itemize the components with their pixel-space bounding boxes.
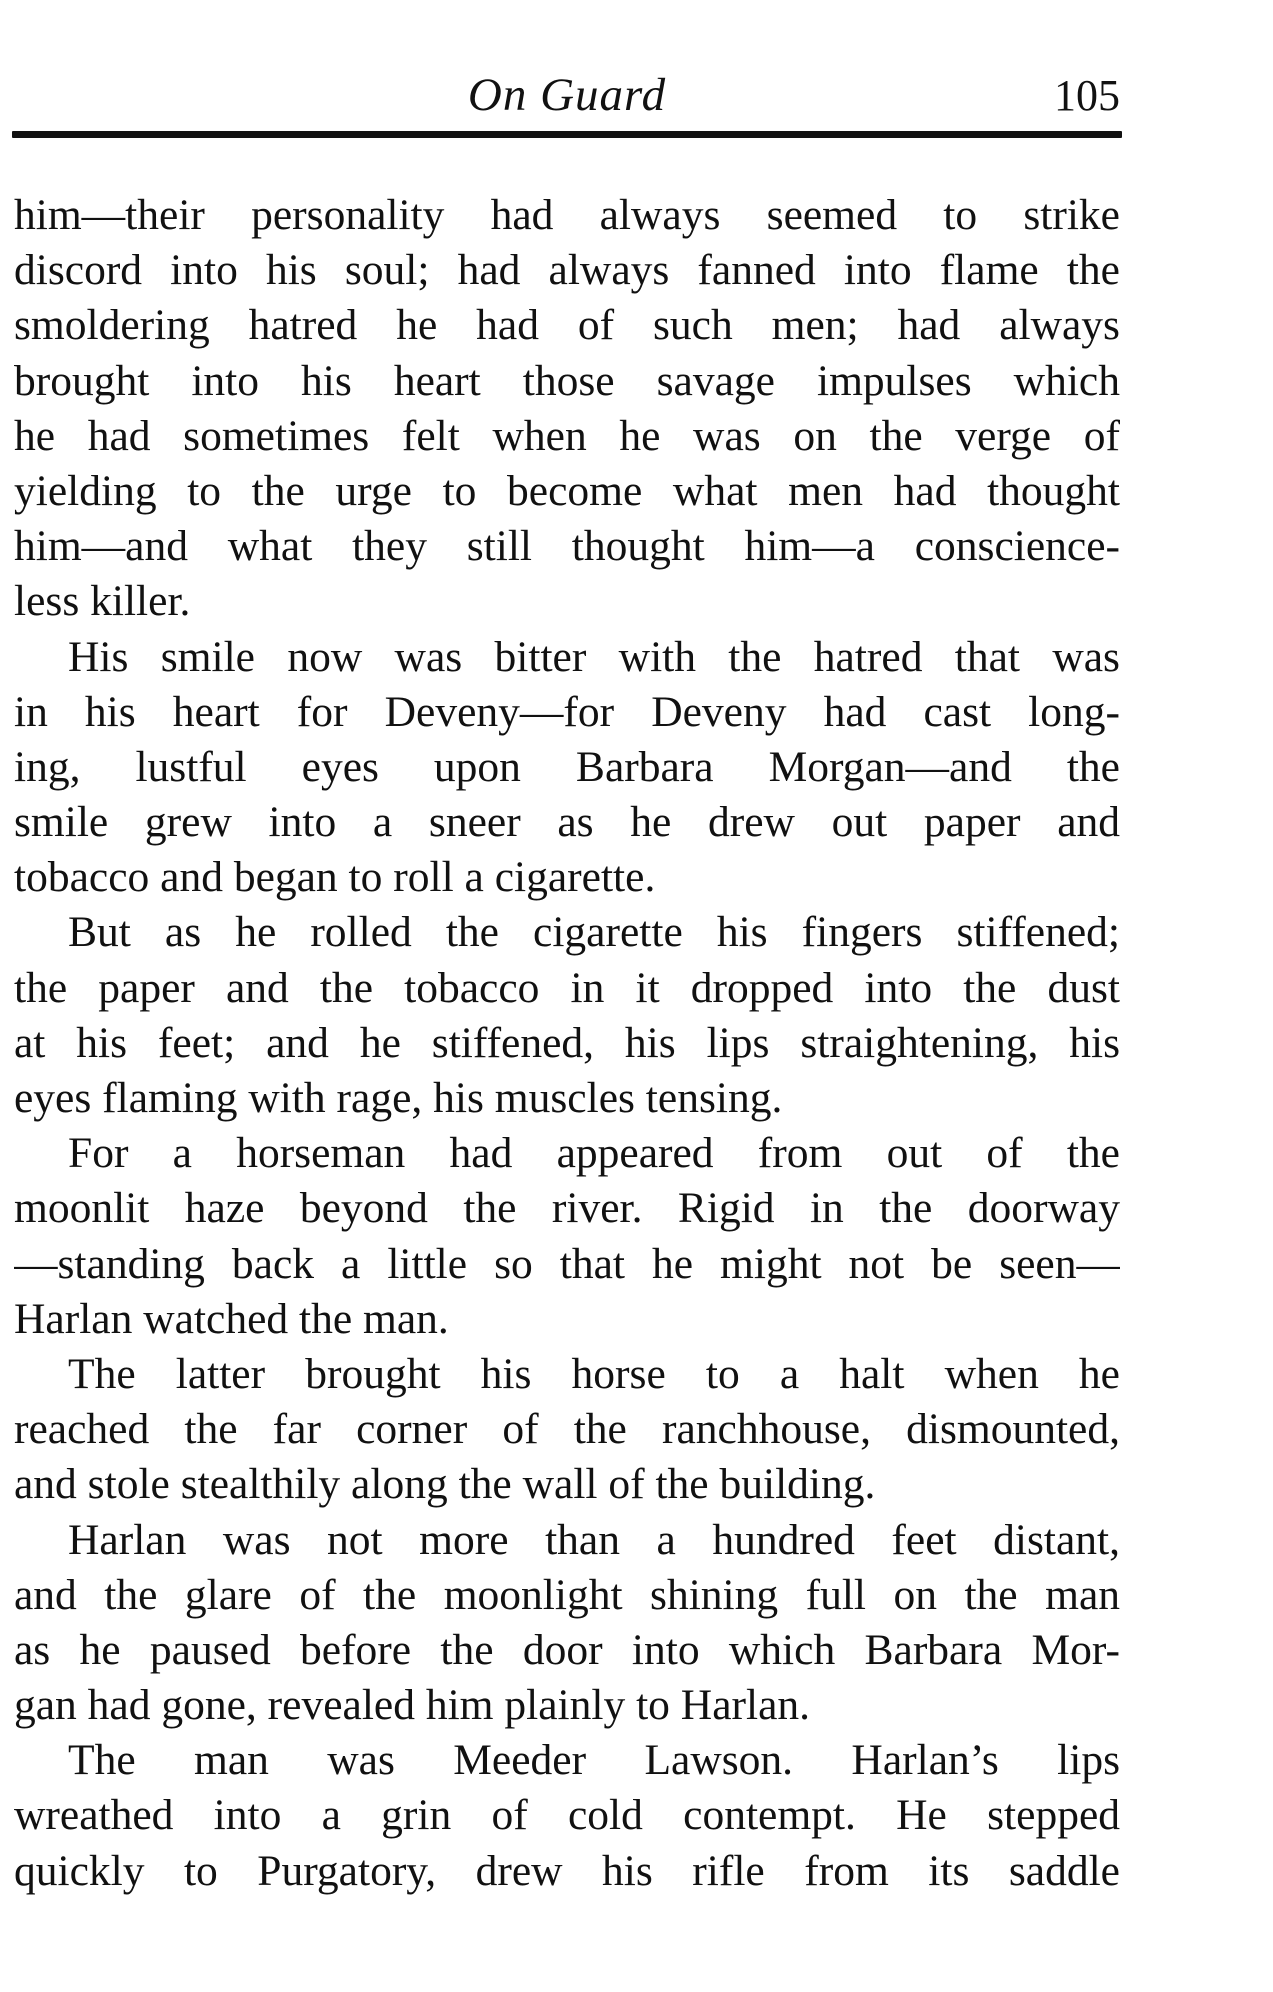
header-rule (12, 131, 1122, 138)
text-line: him—and what they still thought him—a conscience- (14, 522, 1120, 571)
text-line: quickly to Purgatory, drew his rifle from its saddle (14, 1846, 1120, 1895)
text-line: as he paused before the door into which Barbara Mor- (14, 1625, 1120, 1674)
text-line: smile grew into a sneer as he drew out paper and (14, 798, 1120, 847)
running-head (14, 60, 1120, 130)
text-line: less killer. (14, 577, 191, 626)
page-number: 105 (1054, 71, 1120, 120)
text-line: and stole stealthily along the wall of the building. (14, 1460, 876, 1509)
text-line: ing, lustful eyes upon Barbara Morgan—and the (14, 742, 1120, 791)
text-line: tobacco and began to roll a cigarette. (14, 853, 656, 902)
text-line: brought into his heart those savage impulses which (14, 356, 1120, 405)
text-line: he had sometimes felt when he was on the verge of (14, 411, 1120, 460)
paragraph-start-line: The man was Meeder Lawson. Harlan’s lips (68, 1736, 1120, 1785)
text-line: Harlan watched the man. (14, 1294, 449, 1343)
text-line: eyes flaming with rage, his muscles tensing. (14, 1074, 783, 1122)
paragraph-start-line: Harlan was not more than a hundred feet distant, (68, 1515, 1120, 1564)
text-line: reached the far corner of the ranchhouse, dismounted, (14, 1405, 1120, 1454)
text-line: in his heart for Deveny—for Deveny had cast long- (14, 687, 1120, 736)
text-line: —standing back a little so that he might not be seen— (14, 1239, 1120, 1288)
text-line: smoldering hatred he had of such men; had always (14, 301, 1120, 350)
paragraph-start-line: But as he rolled the cigarette his fingers stiffened; (68, 908, 1120, 957)
text-line: the paper and the tobacco in it dropped into the dust (14, 963, 1120, 1012)
text-line: moonlit haze beyond the river. Rigid in the doorway (14, 1184, 1120, 1233)
paragraph-start-line: His smile now was bitter with the hatred that was (68, 632, 1120, 681)
chapter-title: On Guard (467, 69, 667, 121)
paragraph-start-line: For a horseman had appeared from out of the (68, 1129, 1120, 1178)
text-line: and the glare of the moonlight shining full on the man (14, 1570, 1120, 1619)
text-line: discord into his soul; had always fanned into flame the (14, 246, 1120, 295)
body-text (14, 188, 1120, 1899)
text-line: gan had gone, revealed him plainly to Harlan. (14, 1681, 811, 1730)
text-line: yielding to the urge to become what men had thought (14, 466, 1120, 515)
paragraph-start-line: The latter brought his horse to a halt when he (68, 1349, 1120, 1398)
text-line: him—their personality had always seemed to strike (14, 191, 1120, 239)
text-line: at his feet; and he stiffened, his lips straightening, his (14, 1018, 1120, 1067)
text-line: wreathed into a grin of cold contempt. He stepped (14, 1791, 1120, 1840)
